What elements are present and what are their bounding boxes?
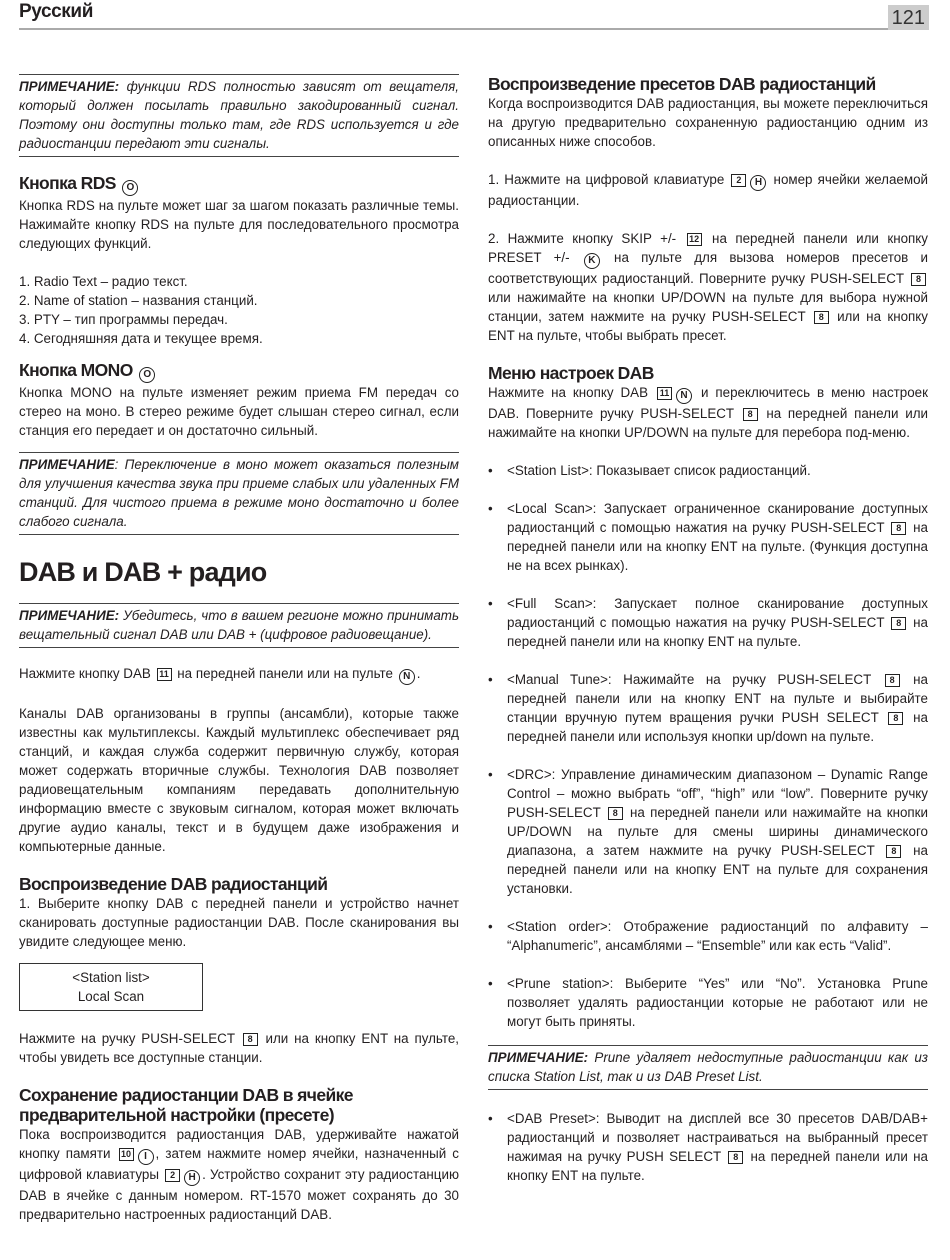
key-2-icon: 2: [165, 1169, 180, 1182]
dab-body: Каналы DAB организованы в группы (ансамбли), которые также известны как мультиплексы. Каждый мультиплекс обеспечивает ряд станций, и каждая служба содержит первичную службу, которая может содержать вторичные службы. Технология DAB позволяет радиовещательным компаниям передавать дополнительную информацию вместе с звуковым сигналом, которая может включать другие аудио каналы, текст и в будущем даже изображения и компьютерные данные.: [19, 706, 459, 854]
right-column: [488, 74, 928, 1185]
screen-line-1: <Station list>: [72, 970, 150, 985]
save-dab-body: Пока воспроизводится радиостанция DAB, удерживайте нажатой кнопку памяти 10 I , затем нажмите номер ячейки, назначенный с цифровой клавиатуры 2 H . Устройство сохранит эту радиостанцию DAB в ячейке с данным номером. RT-1570 может сохранять до 30 предварительно настроенных радиостанций DAB.: [19, 1127, 459, 1222]
key-10-icon: 10: [119, 1148, 134, 1161]
rds-item-4: 4. Сегодняшняя дата и текущее время.: [19, 331, 263, 346]
list-item: • <Station order>: Отображение радиостанций по алфавиту – “Alphanumeric”, ансамблями – “Ensemble” или как есть “Valid”.: [488, 917, 928, 955]
circle-n-icon: N: [399, 669, 415, 685]
circle-n-icon: N: [676, 388, 692, 404]
language-label: Русский: [19, 1, 93, 22]
list-item: • <Manual Tune>: Нажимайте на ручку PUSH-SELECT 8 на передней панели или на кнопку ENT на пульте и выбирайте станции вручную путем вращения ручки PUSH SELECT 8 на передней панели или используя кнопки up/down на пульте.: [488, 670, 928, 746]
list-item: • <Local Scan>: Запускает ограниченное сканирование доступных радиостанций с помощью нажатия на ручку PUSH-SELECT 8 на передней панели или на кнопку ENT на пульте. (Функция доступна не на всех рынках).: [488, 499, 928, 575]
rds-item-2: 2. Name of station – названия станций.: [19, 293, 258, 308]
page-number: 121: [888, 5, 929, 30]
rds-body: Кнопка RDS на пульте может шаг за шагом показать различные темы. Нажимайте кнопку RDS на пульте для последовательного просмотра следующих функций.: [19, 198, 459, 251]
key-8-icon: 8: [891, 522, 906, 535]
rds-heading: Кнопка RDS O: [19, 173, 459, 196]
note-mono: ПРИМЕЧАНИЕ: Переключение в моно может оказаться полезным для улучшения качества звука при приеме слабых или удаленных FM станций. Для чистого приема в режиме моно достаточно и более слабого сигнала.: [19, 452, 459, 535]
list-item: • <Prune station>: Выберите “Yes” или “No”. Установка Prune позволяет удалять радиостанции которые не работают или не могут быть приняты.: [488, 974, 928, 1031]
list-item: • <DRC>: Управление динамическим диапазоном – Dynamic Range Control – можно выбрать “off”, “high” или “low”. Поверните ручку PUSH-SELECT 8 на передней панели или нажимайте на кнопки UP/DOWN на пульте для смены ширины динамического диапазона, а затем нажмите на ручку PUSH-SELECT 8 на передней панели или на кнопку ENT на пульте для сохранения установки.: [488, 765, 928, 898]
circle-h-icon: H: [184, 1170, 200, 1186]
note-prune: ПРИМЕЧАНИЕ: Prune удаляет недоступные радиостанции как из списка Station List, так и из DAB Preset List.: [488, 1045, 928, 1090]
display-screen-box: [19, 963, 203, 1011]
list-item: • <Full Scan>: Запускает полное сканирование доступных радиостанций с помощью нажатия на ручку PUSH-SELECT 8 на передней панели или на кнопку ENT на пульте.: [488, 594, 928, 651]
note-dab: ПРИМЕЧАНИЕ: Убедитесь, что в вашем регионе можно принимать вещательный сигнал DAB или DAB + (цифровое радиовещание).: [19, 603, 459, 648]
presets-body: Когда воспроизводится DAB радиостанция, вы можете переключиться на другую предварительно сохраненную радиостанцию одним из описанных ниже способов.: [488, 96, 928, 149]
key-8-icon: 8: [743, 408, 758, 421]
screen-line-2: Local Scan: [77, 989, 145, 1004]
key-8-icon: 8: [608, 807, 623, 820]
circle-o-icon: O: [122, 180, 138, 196]
note-rds: ПРИМЕЧАНИЕ: функции RDS полностью зависят от вещателя, который должен посылать правильно закодированный сигнал. Поэтому они доступны только там, где RDS используется и где радиостанции передают эти сигналы.: [19, 74, 459, 157]
key-8-icon: 8: [885, 674, 900, 687]
circle-o-icon: O: [139, 367, 155, 383]
presets-step-2: 2. Нажмите кнопку SKIP +/- 12 на передней панели или кнопку PRESET +/- K на пульте для вызова номеров пресетов и соответствующих радиостанций. Поверните ручку PUSH-SELECT 8 или нажимайте на кнопки UP/DOWN на пульте для выбора нужной станции, затем нажмите на ручку PUSH-SELECT 8 или на кнопку ENT на пульте, чтобы выбрать пресет.: [488, 231, 929, 343]
rds-item-1: 1. Radio Text – радио текст.: [19, 274, 188, 289]
list-item: • <Station List>: Показывает список радиостанций.: [488, 461, 928, 480]
key-12-icon: 12: [687, 233, 702, 246]
circle-k-icon: K: [584, 253, 600, 269]
play-dab-after: Нажмите на ручку PUSH-SELECT 8 или на кнопку ENT на пульте, чтобы увидеть все доступные станции.: [19, 1031, 459, 1065]
key-2-icon: 2: [731, 174, 746, 187]
left-column: [19, 74, 459, 1224]
presets-heading: Воспроизведение пресетов DAB радиостанций: [488, 74, 876, 94]
key-11-icon: 11: [157, 668, 172, 681]
key-8-icon: 8: [243, 1033, 258, 1046]
key-11-icon: 11: [657, 387, 672, 400]
dab-heading: DAB и DAB + радио: [19, 557, 267, 587]
key-8-icon: 8: [888, 712, 903, 725]
key-8-icon: 8: [891, 617, 906, 630]
play-dab-body: 1. Выберите кнопку DAB с передней панели и устройство начнет сканировать доступные радиостанции DAB. После сканирования вы увидите следующее меню.: [19, 896, 459, 949]
key-8-icon: 8: [728, 1151, 743, 1164]
rds-item-3: 3. PTY – тип программы передач.: [19, 312, 228, 327]
dab-menu-list: [488, 461, 928, 1031]
key-8-icon: 8: [911, 273, 926, 286]
play-dab-heading: Воспроизведение DAB радиостанций: [19, 874, 328, 894]
dab-menu-body: Нажмите на кнопку DAB 11 N и переключитесь в меню настроек DAB. Поверните ручку PUSH-SELECT 8 на передней панели или нажимайте на кнопки UP/DOWN на пульте для перебора под-меню.: [488, 385, 928, 440]
key-8-icon: 8: [886, 845, 901, 858]
presets-step-1: 1. Нажмите на цифровой клавиатуре 2 H номер ячейки желаемой радиостанции.: [488, 172, 928, 208]
mono-body: Кнопка MONO на пульте изменяет режим приема FM передач со стерео на моно. В стерео режиме будет слышан стерео сигнал, если станция его передает и он достаточно сильный.: [19, 385, 459, 438]
key-8-icon: 8: [814, 311, 829, 324]
list-item: • <DAB Preset>: Выводит на дисплей все 30 пресетов DAB/DAB+ радиостанций и позволяет настраиваться на выбранный пресет нажимая на ручку PUSH SELECT 8 на передней панели или на кнопку ENT на пульте.: [488, 1109, 928, 1185]
dab-preset-list: [488, 1109, 928, 1185]
dab-press-line: Нажмите кнопку DAB 11 на передней панели или на пульте N .: [19, 664, 459, 685]
save-dab-heading: Сохранение радиостанции DAB в ячейке предварительной настройки (пресете): [19, 1085, 353, 1125]
circle-i-icon: I: [138, 1149, 154, 1165]
mono-heading: Кнопка MONO O: [19, 360, 459, 383]
dab-menu-heading: Меню настроек DAB: [488, 363, 654, 383]
page-header: [19, 0, 929, 30]
circle-h-icon: H: [750, 175, 766, 191]
